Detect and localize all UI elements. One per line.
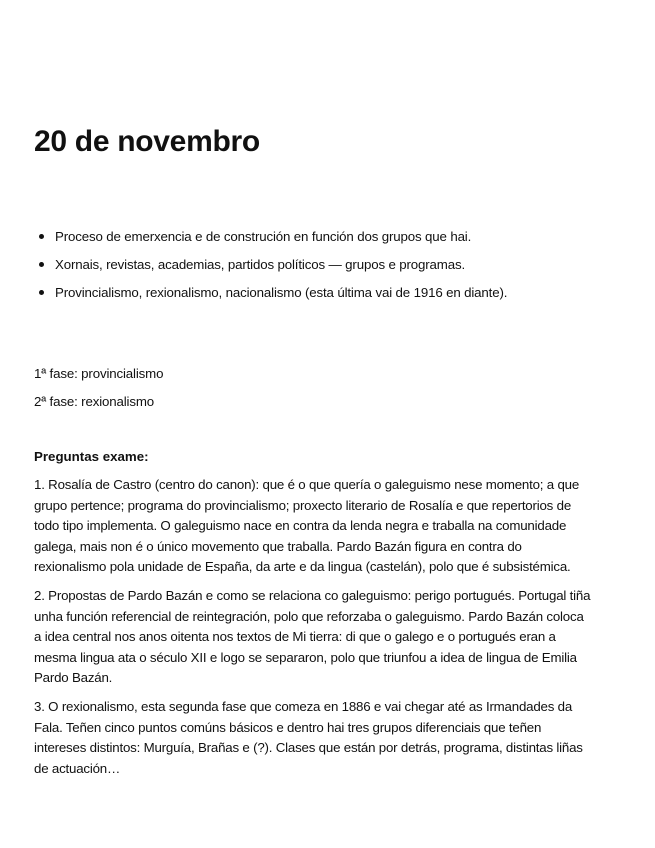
questions-list (34, 475, 594, 787)
phase-line-2: 2ª fase: rexionalismo (34, 394, 155, 409)
list-item: Proceso de emerxencia e de construción en función dos grupos que hai. (34, 228, 614, 245)
question-paragraph: 2. Propostas de Pardo Bazán e como se relaciona co galeguismo: perigo portugués. Portugal tiña unha función referencial de reintegración, polo que reforzaba o galeguismo. Pardo Bazán coloca a idea central nos anos oitenta nos textos de Mi tierra: di que o galego e o portugués eran a mesma lingua ata o século XII e logo se separaron, polo que triunfou a idea de lingua de Emilia Pardo Bazán. (34, 587, 591, 686)
question-paragraph: 1. Rosalía de Castro (centro do canon): que é o que quería o galeguismo nese momento; a que grupo pertence; programa do provincialismo; proxecto literario de Rosalía e que repertorios de todo tipo implementa. O galeguismo nace en contra da lenda negra e traballa na comunidade galega, mais non é o único movemento que traballa. Pardo Bazán figura en contra do rexionalismo pola unidade de España, da arte e da lingua (castelán), polo que é subsistémica. (34, 477, 580, 575)
questions-heading: Preguntas exame: (34, 449, 149, 464)
list-item: Provincialismo, rexionalismo, nacionalismo (esta última vai de 1916 en diante). (34, 284, 614, 301)
question-paragraph: 3. O rexionalismo, esta segunda fase que comeza en 1886 e vai chegar até as Irmandades da Fala. Teñen cinco puntos comúns básicos e dentro hai tres grupos diferenciais que teñen intereses distintos: Murguía, Brañas e (?). Clases que están por detrás, programa, distintas liñas de actuación… (34, 698, 583, 776)
page-title: 20 de novembro (34, 125, 260, 158)
list-item: Xornais, revistas, academias, partidos políticos — grupos e programas. (34, 256, 614, 273)
bullet-list (34, 228, 614, 312)
phase-line-1: 1ª fase: provincialismo (34, 366, 164, 381)
